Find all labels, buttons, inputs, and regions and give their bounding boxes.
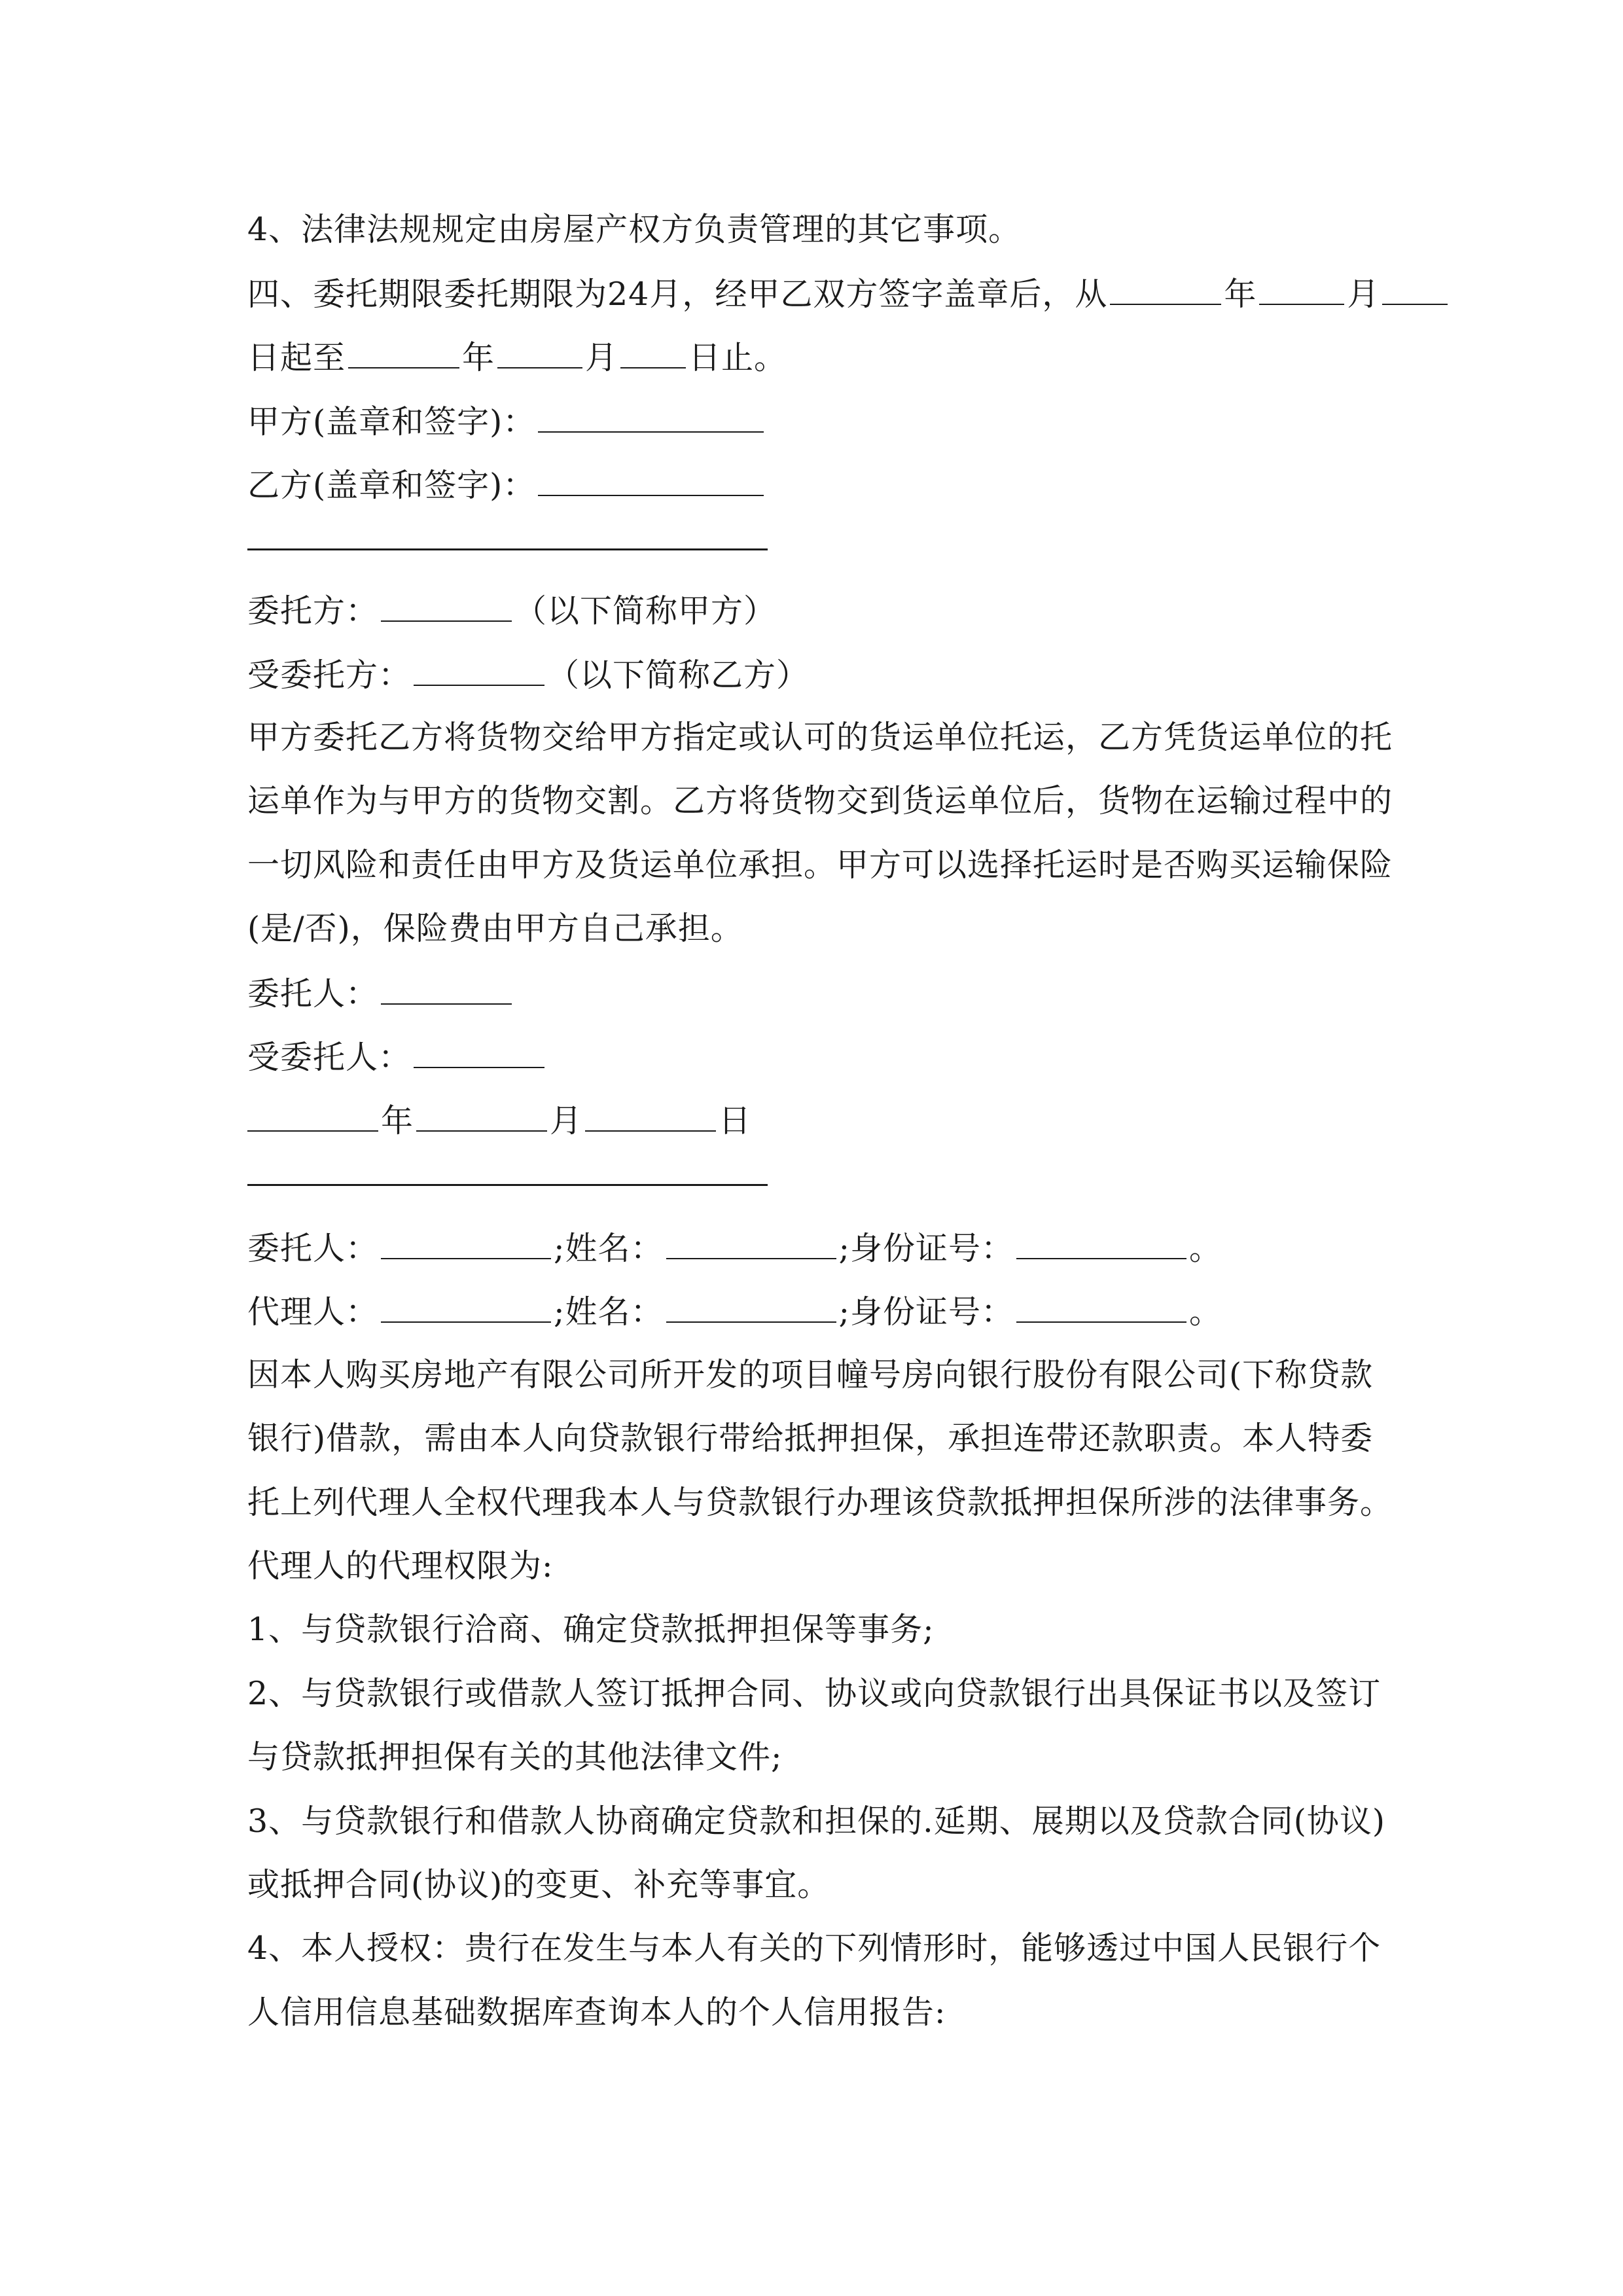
principal-blank <box>381 590 512 622</box>
year-blank <box>247 1100 378 1132</box>
start-day-blank <box>1382 274 1448 305</box>
end-month-blank <box>497 337 582 368</box>
paragraph-line: 甲方委托乙方将货物交给甲方指定或认可的货运单位托运，乙方凭货运单位的托 <box>247 719 1393 756</box>
list-item: 4、本人授权：贵行在发生与本人有关的下列情形时，能够透过中国人民银行个 <box>247 1929 1382 1967</box>
paragraph-line: (是/否)，保险费由甲方自己承担。 <box>247 910 743 947</box>
paragraph-line: 因本人购买房地产有限公司所开发的项目幢号房向银行股份有限公司(下称贷款 <box>247 1356 1374 1393</box>
principal-info-line: 委托人： ;姓名： ;身份证号： 。 <box>247 1228 1399 1267</box>
principal-line: 委托方： （以下简称甲方） <box>247 590 1399 630</box>
section-divider <box>247 548 768 550</box>
list-item-continued: 与贷款抵押担保有关的其他法律文件; <box>247 1738 783 1776</box>
month-blank <box>416 1100 547 1132</box>
term-clause-line-2: 日起至 年 月 日止。 <box>247 337 1399 376</box>
entrusting-person-blank <box>381 973 512 1005</box>
name-blank <box>666 1228 836 1259</box>
party-b-signature-blank <box>538 465 764 496</box>
id-number-blank <box>1016 1291 1186 1323</box>
paragraph-line: 运单作为与甲方的货物交割。乙方将货物交到货运单位后，货物在运输过程中的 <box>247 782 1393 819</box>
list-item: 3、与贷款银行和借款人协商确定贷款和担保的.延期、展期以及贷款合同(协议) <box>247 1803 1385 1840</box>
party-b-signature-line: 乙方(盖章和签字)： <box>247 465 1399 504</box>
paragraph-line: 一切风险和责任由甲方及货运单位承担。甲方可以选择托运时是否购买运输保险 <box>247 846 1393 884</box>
start-month-blank <box>1259 274 1344 305</box>
end-year-blank <box>348 337 459 368</box>
list-item-continued: 或抵押合同(协议)的变更、补充等事宜。 <box>247 1866 830 1903</box>
agent-line: 受委托方： （以下简称乙方） <box>247 655 1399 694</box>
term-clause-line: 四、委托期限委托期限为24月，经甲乙双方签字盖章后，从 年 月 <box>247 274 1399 313</box>
entrusted-person-line: 受委托人： <box>247 1037 1399 1076</box>
list-item-continued: 人信用信息基础数据库查询本人的个人信用报告: <box>247 1994 946 2031</box>
list-item: 2、与贷款银行或借款人签订抵押合同、协议或向贷款银行出具保证书以及签订 <box>247 1675 1382 1712</box>
list-item: 1、与贷款银行洽商、确定贷款抵押担保等事务; <box>247 1611 935 1648</box>
agent-blank <box>414 655 544 686</box>
agent-info-line: 代理人： ;姓名： ;身份证号： 。 <box>247 1291 1399 1331</box>
id-number-blank <box>1016 1228 1186 1259</box>
day-blank <box>585 1100 716 1132</box>
party-a-signature-blank <box>538 401 764 433</box>
start-year-blank <box>1110 274 1221 305</box>
name-blank <box>666 1291 836 1323</box>
party-a-signature-line: 甲方(盖章和签字)： <box>247 401 1399 440</box>
paragraph-line: 代理人的代理权限为: <box>247 1547 554 1585</box>
entrusting-person-line: 委托人： <box>247 973 1399 1013</box>
item-4-property-matters: 4、法律法规规定由房屋产权方负责管理的其它事项。 <box>247 211 1022 248</box>
agent-blank <box>381 1291 551 1323</box>
end-day-blank <box>620 337 686 368</box>
entrusted-person-blank <box>414 1037 544 1068</box>
paragraph-line: 银行)借款，需由本人向贷款银行带给抵押担保，承担连带还款职责。本人特委 <box>247 1420 1374 1457</box>
principal-blank <box>381 1228 551 1259</box>
date-line: 年 月 日 <box>247 1100 1399 1139</box>
section-divider <box>247 1184 768 1186</box>
paragraph-line: 托上列代理人全权代理我本人与贷款银行办理该贷款抵押担保所涉的法律事务。 <box>247 1484 1393 1521</box>
